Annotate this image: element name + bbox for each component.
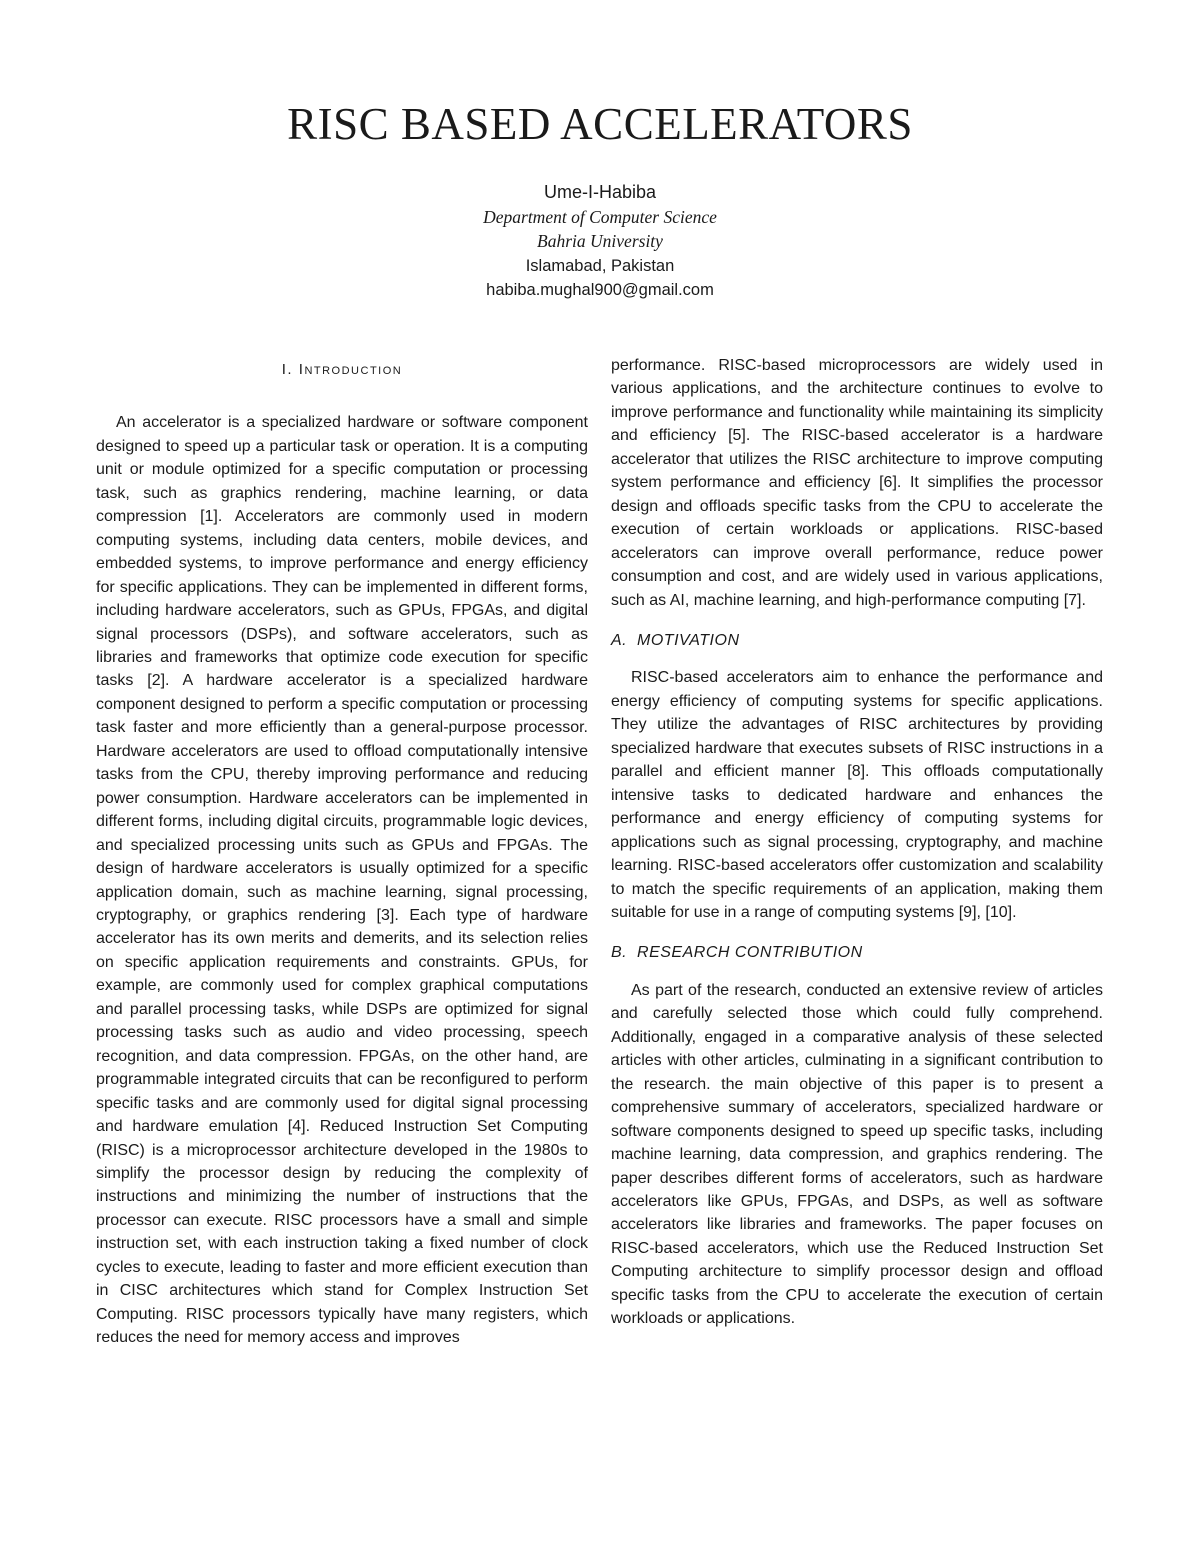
subsection-title: MOTIVATION [637,631,740,649]
author-university: Bahria University [537,231,663,251]
subsection-label: A. [611,631,628,649]
left-column [96,354,588,1350]
subsection-heading-motivation [611,629,1103,652]
subsection-title: RESEARCH CONTRIBUTION [637,944,863,962]
right-column [611,354,1103,1331]
motivation-paragraph: RISC-based accelerators aim to enhance the performance and energy efficiency of computing systems for specific applications. They utilize the advantages of RISC architectures by providing specialized hardware that executes subsets of RISC instructions in a parallel and efficient manner [8]. This offloads computationally intensive tasks to dedicated hardware and enhances the performance and energy efficiency of computing systems for applications such as signal processing, cryptography, and machine learning. RISC-based accelerators offer customization and scalability to match the specific requirements of an application, making them suitable for use in a range of computing systems [9], [10]. [611,669,1103,921]
author-block [0,180,1200,303]
section-title: Introduction [298,361,403,378]
section-number: I. [281,361,294,378]
paper-title: RISC BASED ACCELERATORS [287,99,913,149]
author-name: Ume-I-Habiba [543,182,657,202]
author-email[interactable]: habiba.mughal900@gmail.com [486,281,714,299]
author-location: Islamabad, Pakistan [525,256,675,275]
author-department: Department of Computer Science [483,206,717,227]
introduction-paragraph: An accelerator is a specialized hardware or software component designed to speed up a particular task or operation. It is a computing unit or module optimized for a specific computation or processing task, such as graphics rendering, machine learning, or data compression [1]. Accelerators are commonly used in modern computing systems, including data centers, mobile devices, and embedded systems, to improve performance and energy efficiency for specific applications. They can be implemented in different forms, including hardware accelerators, such as GPUs, FPGAs, and digital signal processors (DSPs), and software accelerators, such as libraries and frameworks that optimize code execution for specific tasks [2]. A hardware accelerator is a specialized hardware component designed to perform a specific computation or processing task faster and more efficiently than a general-purpose processor. Hardware accelerators are used to offload computationally intensive tasks from the CPU, thereby improving performance and reducing power consumption. Hardware accelerators can be implemented in different forms, including digital circuits, programmable logic devices, and specialized processing units such as GPUs and FPGAs. The design of hardware accelerators is usually optimized for a specific application domain, such as machine learning, signal processing, cryptography, or graphics rendering [3]. Each type of hardware accelerator has its own merits and demerits, and its selection relies on specific application requirements and constraints. GPUs, for example, are commonly used for complex graphical computations and parallel processing tasks, while DSPs are optimized for signal processing tasks such as audio and video processing, speech recognition, and data compression. FPGAs, on the other hand, are programmable integrated circuits that can be reconfigured to perform specific tasks and are commonly used for digital signal processing and hardware emulation [4]. Reduced Instruction Set Computing (RISC) is a microprocessor architecture developed in the 1980s to simplify the processor design by reducing the complexity of instructions and minimizing the number of instructions that the processor can execute. RISC processors have a small and simple instruction set, with each instruction taking a fixed number of clock cycles to execute, leading to faster and more efficient execution than in CISC architectures which stand for Complex Instruction Set Computing. RISC processors typically have many registers, which reduces the need for memory access and improves [96,414,588,1347]
section-heading-introduction [96,358,588,381]
research-contribution-paragraph: As part of the research, conducted an extensive review of articles and carefully selected those which could fully comprehend. Additionally, engaged in a comparative analysis of these selected articles with other articles, culminating in a significant contribution to the research. the main objective of this paper is to present a comprehensive summary of accelerators, specialized hardware or software components designed to speed up specific tasks, including machine learning, data compression, and graphics rendering. The paper describes different forms of accelerators, such as hardware accelerators like GPUs, FPGAs, and DSPs, as well as software accelerators like libraries and frameworks. The paper focuses on RISC-based accelerators, which use the Reduced Instruction Set Computing architecture to simplify processor design and offload specific tasks from the CPU to accelerate the execution of certain workloads or applications. [611,981,1103,1328]
subsection-label: B. [611,944,628,962]
subsection-heading-research-contribution [611,941,1103,964]
introduction-paragraph-continued: performance. RISC-based microprocessors are widely used in various applications, and the architecture continues to evolve to improve performance and functionality while maintaining its simplicity and efficiency [5]. The RISC-based accelerator is a hardware accelerator that utilizes the RISC architecture to improve computing system performance and efficiency [6]. It simplifies the processor design and offloads specific tasks from the CPU to accelerate the execution of certain workloads or applications. RISC-based accelerators can improve overall performance, reduce power consumption and cost, and are widely used in various applications, such as AI, machine learning, and high-performance computing [7]. [611,357,1103,609]
